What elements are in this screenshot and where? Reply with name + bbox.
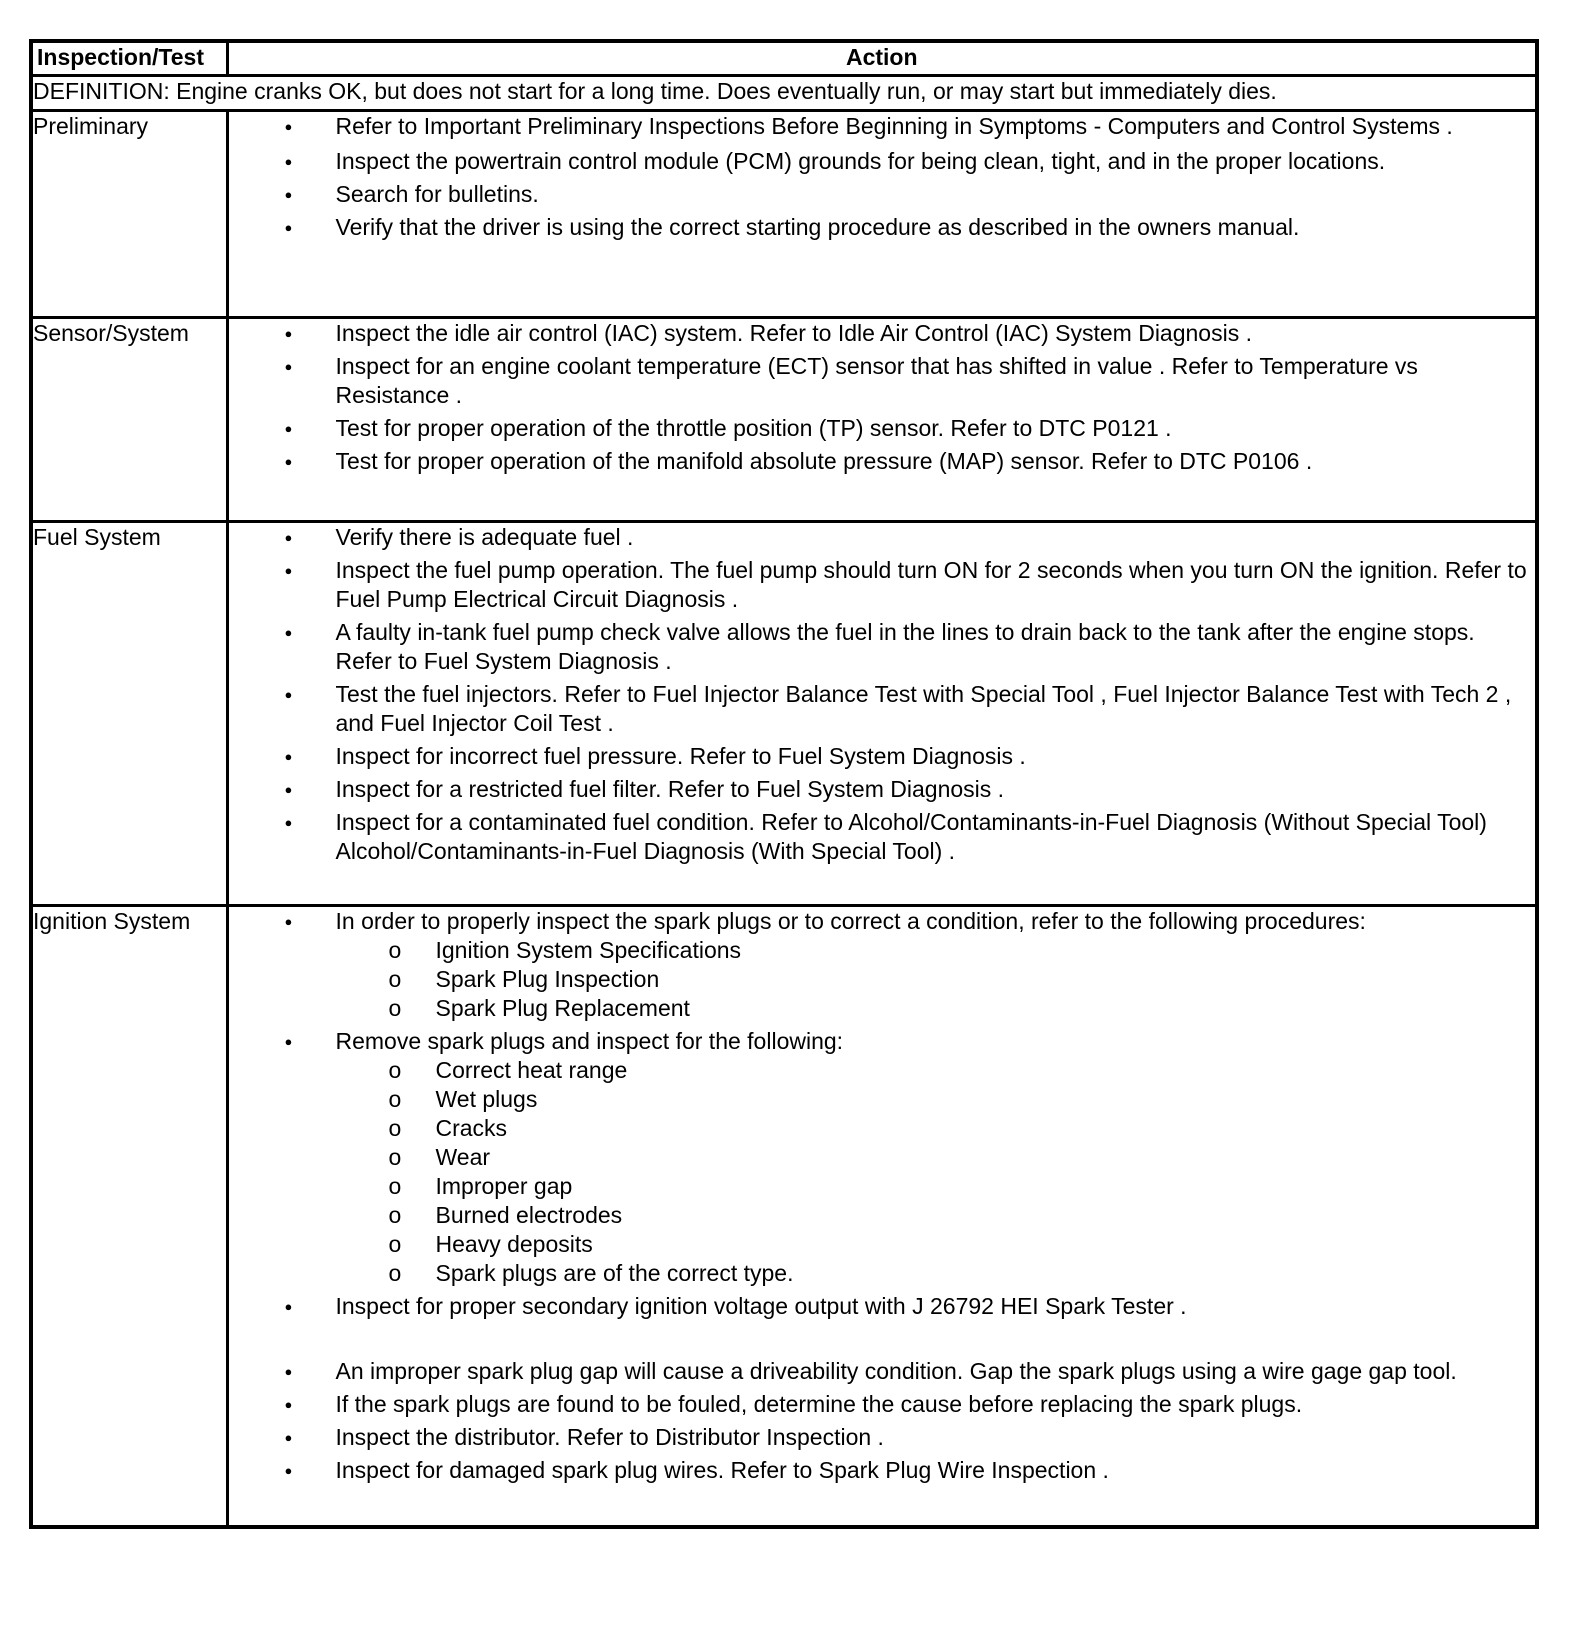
header-row — [31, 41, 1537, 76]
list-item: ● Inspect the powertrain control module (PCM) grounds for being clean, tight, and in the proper locations. — [229, 147, 1536, 176]
spark-intro-text: In order to properly inspect the spark plugs or to correct a condition, refer to the following procedures: — [335, 908, 1366, 934]
definition-text: DEFINITION: Engine cranks OK, but does not start for a long time. Does eventually run, or may start but immediately dies. — [31, 76, 1537, 111]
sub-list-item: o Wet plugs — [336, 1085, 1536, 1114]
definition-row — [31, 76, 1537, 111]
row-category-sensor-system: Sensor/System — [31, 318, 227, 522]
list-item: ● Inspect the fuel pump operation. The fuel pump should turn ON for 2 seconds when you turn ON the ignition. Refer to Fuel Pump Electrical Circuit Diagnosis . — [229, 556, 1536, 614]
list-item: ● Inspect for an engine coolant temperature (ECT) sensor that has shifted in value . Refer to Temperature vs Resistance . — [229, 352, 1536, 410]
list-item: ● Refer to Important Preliminary Inspections Before Beginning in Symptoms - Computers and Control Systems . — [229, 112, 1536, 141]
list-item: ● If the spark plugs are found to be fouled, determine the cause before replacing the spark plugs. — [229, 1390, 1536, 1419]
list-item: ● Search for bulletins. — [229, 180, 1536, 209]
list-item: ● Inspect the idle air control (IAC) system. Refer to Idle Air Control (IAC) System Diagnosis . — [229, 319, 1536, 348]
header-action: Action — [227, 41, 1537, 76]
table-row — [31, 522, 1537, 906]
remove-checks-list — [336, 1056, 1536, 1288]
list-item: ● Inspect for proper secondary ignition voltage output with J 26792 HEI Spark Tester . — [229, 1292, 1536, 1321]
list-item: ● Verify that the driver is using the correct starting procedure as described in the owners manual. — [229, 213, 1536, 242]
sub-list-item: o Heavy deposits — [336, 1230, 1536, 1259]
table-row — [31, 318, 1537, 522]
sub-list-item: o Cracks — [336, 1114, 1536, 1143]
row-actions — [227, 318, 1537, 522]
sub-list-item: o Spark Plug Inspection — [336, 965, 1536, 994]
row-category-ignition-system: Ignition System — [31, 906, 227, 1528]
header-inspection-test: Inspection/Test — [31, 41, 227, 76]
sub-list-item: o Spark plugs are of the correct type. — [336, 1259, 1536, 1288]
list-item: ● Test for proper operation of the manifold absolute pressure (MAP) sensor. Refer to DTC P0106 . — [229, 447, 1536, 476]
row-actions — [227, 906, 1537, 1528]
table-row — [31, 111, 1537, 318]
list-item: ● Inspect for a contaminated fuel condition. Refer to Alcohol/Contaminants-in-Fuel Diagnosis (Without Special Tool) Alcohol/Contaminants-in-Fuel Diagnosis (With Special Tool) . — [229, 808, 1536, 866]
list-item: ● Inspect for incorrect fuel pressure. Refer to Fuel System Diagnosis . — [229, 742, 1536, 771]
list-item — [229, 907, 1536, 1023]
remove-intro-text: Remove spark plugs and inspect for the following: — [335, 1028, 844, 1054]
list-item: ● A faulty in-tank fuel pump check valve allows the fuel in the lines to drain back to the tank after the engine stops. Refer to Fuel System Diagnosis . — [229, 618, 1536, 676]
list-item: ● An improper spark plug gap will cause a driveability condition. Gap the spark plugs using a wire gage gap tool. — [229, 1357, 1536, 1386]
row-category-fuel-system: Fuel System — [31, 522, 227, 906]
table-row — [31, 906, 1537, 1528]
list-item: ● Test for proper operation of the throttle position (TP) sensor. Refer to DTC P0121 . — [229, 414, 1536, 443]
row-category-preliminary: Preliminary — [31, 111, 227, 318]
list-item: ● Verify there is adequate fuel . — [229, 523, 1536, 552]
sub-list-item: o Wear — [336, 1143, 1536, 1172]
sub-list-item: o Spark Plug Replacement — [336, 994, 1536, 1023]
row-actions — [227, 111, 1537, 318]
spark-procedures-list — [336, 936, 1536, 1023]
sub-list-item: o Burned electrodes — [336, 1201, 1536, 1230]
sub-list-item: o Correct heat range — [336, 1056, 1536, 1085]
list-item: ● Inspect for damaged spark plug wires. Refer to Spark Plug Wire Inspection . — [229, 1456, 1536, 1485]
list-item: ● Inspect for a restricted fuel filter. Refer to Fuel System Diagnosis . — [229, 775, 1536, 804]
list-item: ● Inspect the distributor. Refer to Distributor Inspection . — [229, 1423, 1536, 1452]
sub-list-item: o Improper gap — [336, 1172, 1536, 1201]
diagnostic-table — [29, 39, 1539, 1529]
sub-list-item: o Ignition System Specifications — [336, 936, 1536, 965]
list-item: ● Test the fuel injectors. Refer to Fuel Injector Balance Test with Special Tool , Fuel Injector Balance Test with Tech 2 , and Fuel Injector Coil Test . — [229, 680, 1536, 738]
row-actions — [227, 522, 1537, 906]
list-item — [229, 1027, 1536, 1288]
